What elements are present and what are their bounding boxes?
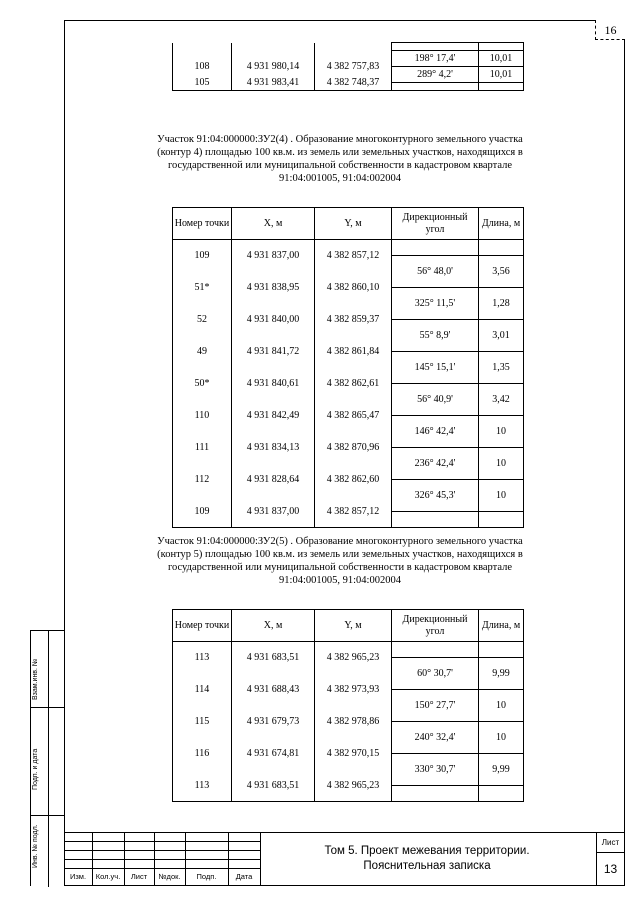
cell-y: 4 382 862,60 bbox=[315, 464, 392, 496]
header-y: Y, м bbox=[315, 610, 392, 642]
cell-num: 113 bbox=[173, 642, 232, 674]
cell-x: 4 931 683,51 bbox=[232, 770, 315, 802]
cell-num: 115 bbox=[173, 706, 232, 738]
cell-len: 3,01 bbox=[479, 320, 524, 352]
cell-num bbox=[173, 43, 232, 59]
cell-y: 4 382 857,12 bbox=[315, 496, 392, 528]
cell-num: 50* bbox=[173, 368, 232, 400]
cell-angle: 56° 48,0' bbox=[392, 256, 479, 288]
cell-x: 4 931 679,73 bbox=[232, 706, 315, 738]
cell-x: 4 931 834,13 bbox=[232, 432, 315, 464]
sheet-number: 13 bbox=[603, 862, 618, 876]
cell-y: 4 382 970,15 bbox=[315, 738, 392, 770]
header-angle: Дирекционный угол bbox=[392, 208, 479, 240]
header-angle: Дирекционный угол bbox=[392, 610, 479, 642]
col-ndok: №док. bbox=[158, 872, 181, 881]
table-row bbox=[173, 43, 524, 51]
cell-x: 4 931 838,95 bbox=[232, 272, 315, 304]
cell-angle: 289° 4,2' bbox=[392, 67, 479, 83]
cell-x: 4 931 828,64 bbox=[232, 464, 315, 496]
plot-5-description: Участок 91:04:000000:ЗУ2(5) . Образование многоконтурного земельного участка (контур 5) площадью 100 кв.м. из земель или земельных участков, находящихся в государственной или муниципальной собственности в кадастровом квартале 91:04:001005, 91:04:002004 bbox=[157, 536, 523, 586]
cell-angle: 55° 8,9' bbox=[392, 320, 479, 352]
coordinates-table-3 bbox=[172, 609, 524, 802]
cell-y: 4 382 757,83 bbox=[315, 59, 392, 75]
cell-num: 49 bbox=[173, 336, 232, 368]
sheet-label: Лист bbox=[601, 838, 620, 847]
cell-y: 4 382 862,61 bbox=[315, 368, 392, 400]
plot-4-description: Участок 91:04:000000:ЗУ2(4) . Образование многоконтурного земельного участка (контур 4) площадью 100 кв.м. из земель или земельных участков, находящихся в государственной или муниципальной собственности в кадастровом квартале 91:04:001005, 91:04:002004 bbox=[157, 134, 523, 184]
cell-len: 10 bbox=[479, 480, 524, 512]
cell-len: 9,99 bbox=[479, 754, 524, 786]
cell-angle: 236° 42,4' bbox=[392, 448, 479, 480]
cell-num: 51* bbox=[173, 272, 232, 304]
header-x: X, м bbox=[232, 208, 315, 240]
header-num: Номер точки bbox=[173, 610, 232, 642]
table-row bbox=[173, 642, 524, 658]
cell-angle: 60° 30,7' bbox=[392, 658, 479, 690]
cell-x: 4 931 980,14 bbox=[232, 59, 315, 75]
table-row bbox=[173, 240, 524, 256]
header-y: Y, м bbox=[315, 208, 392, 240]
col-izm: Изм. bbox=[69, 872, 87, 881]
cell-angle: 326° 45,3' bbox=[392, 480, 479, 512]
cell-len: 10 bbox=[479, 690, 524, 722]
coordinates-table-2 bbox=[172, 207, 524, 528]
cell-x: 4 931 840,00 bbox=[232, 304, 315, 336]
cell-y: 4 382 973,93 bbox=[315, 674, 392, 706]
cell-len: 10,01 bbox=[479, 67, 524, 83]
cell-x bbox=[232, 43, 315, 59]
cell-len: 3,42 bbox=[479, 384, 524, 416]
sheet-top-number: 16 bbox=[595, 20, 625, 40]
cell-num: 105 bbox=[173, 75, 232, 91]
col-podp: Подп. bbox=[196, 872, 217, 881]
col-koluch: Кол.уч. bbox=[95, 872, 121, 881]
strip-label-vzam: Взам.инв. № bbox=[32, 658, 39, 700]
cell-x: 4 931 840,61 bbox=[232, 368, 315, 400]
cell-angle: 150° 27,7' bbox=[392, 690, 479, 722]
cell-x: 4 931 837,00 bbox=[232, 496, 315, 528]
cell-num: 113 bbox=[173, 770, 232, 802]
title-block bbox=[64, 832, 625, 886]
cell-y bbox=[315, 43, 392, 59]
header-length: Длина, м bbox=[479, 208, 524, 240]
cell-num: 111 bbox=[173, 432, 232, 464]
cell-y: 4 382 870,96 bbox=[315, 432, 392, 464]
cell-y: 4 382 748,37 bbox=[315, 75, 392, 91]
cell-y: 4 382 857,12 bbox=[315, 240, 392, 272]
cell-y: 4 382 965,23 bbox=[315, 642, 392, 674]
cell-y: 4 382 859,37 bbox=[315, 304, 392, 336]
cell-x: 4 931 688,43 bbox=[232, 674, 315, 706]
header-x: X, м bbox=[232, 610, 315, 642]
cell-x: 4 931 683,51 bbox=[232, 642, 315, 674]
cell-num: 108 bbox=[173, 59, 232, 75]
col-data: Дата bbox=[235, 872, 253, 881]
cell-angle: 240° 32,4' bbox=[392, 722, 479, 754]
header-length: Длина, м bbox=[479, 610, 524, 642]
col-list: Лист bbox=[130, 872, 148, 881]
cell-len: 3,56 bbox=[479, 256, 524, 288]
cell-num: 112 bbox=[173, 464, 232, 496]
cell-num: 109 bbox=[173, 240, 232, 272]
cell-y: 4 382 978,86 bbox=[315, 706, 392, 738]
cell-x: 4 931 841,72 bbox=[232, 336, 315, 368]
cell-angle: 198° 17,4' bbox=[392, 51, 479, 67]
cell-angle: 146° 42,4' bbox=[392, 416, 479, 448]
title-line-2: Пояснительная записка bbox=[363, 860, 491, 872]
cell-angle: 325° 11,5' bbox=[392, 288, 479, 320]
strip-label-inv: Инв. № подл. bbox=[32, 824, 39, 868]
cell-angle: 56° 40,9' bbox=[392, 384, 479, 416]
cell-len: 1,28 bbox=[479, 288, 524, 320]
coordinates-table-1 bbox=[172, 42, 524, 91]
cell-y: 4 382 965,23 bbox=[315, 770, 392, 802]
cell-len: 10 bbox=[479, 416, 524, 448]
cell-num: 52 bbox=[173, 304, 232, 336]
strip-label-podp: Подп. и дата bbox=[32, 748, 39, 790]
cell-y: 4 382 860,10 bbox=[315, 272, 392, 304]
cell-len: 10 bbox=[479, 448, 524, 480]
cell-x: 4 931 674,81 bbox=[232, 738, 315, 770]
cell-len: 10 bbox=[479, 722, 524, 754]
cell-x: 4 931 983,41 bbox=[232, 75, 315, 91]
cell-len: 1,35 bbox=[479, 352, 524, 384]
header-num: Номер точки bbox=[173, 208, 232, 240]
cell-y: 4 382 861,84 bbox=[315, 336, 392, 368]
cell-x: 4 931 842,49 bbox=[232, 400, 315, 432]
cell-y: 4 382 865,47 bbox=[315, 400, 392, 432]
cell-angle: 330° 30,7' bbox=[392, 754, 479, 786]
cell-num: 109 bbox=[173, 496, 232, 528]
cell-num: 114 bbox=[173, 674, 232, 706]
cell-len: 9,99 bbox=[479, 658, 524, 690]
cell-angle: 145° 15,1' bbox=[392, 352, 479, 384]
cell-num: 116 bbox=[173, 738, 232, 770]
title-line-1: Том 5. Проект межевания территории. bbox=[324, 845, 530, 857]
cell-num: 110 bbox=[173, 400, 232, 432]
cell-x: 4 931 837,00 bbox=[232, 240, 315, 272]
document-title bbox=[260, 844, 594, 874]
cell-len: 10,01 bbox=[479, 51, 524, 67]
